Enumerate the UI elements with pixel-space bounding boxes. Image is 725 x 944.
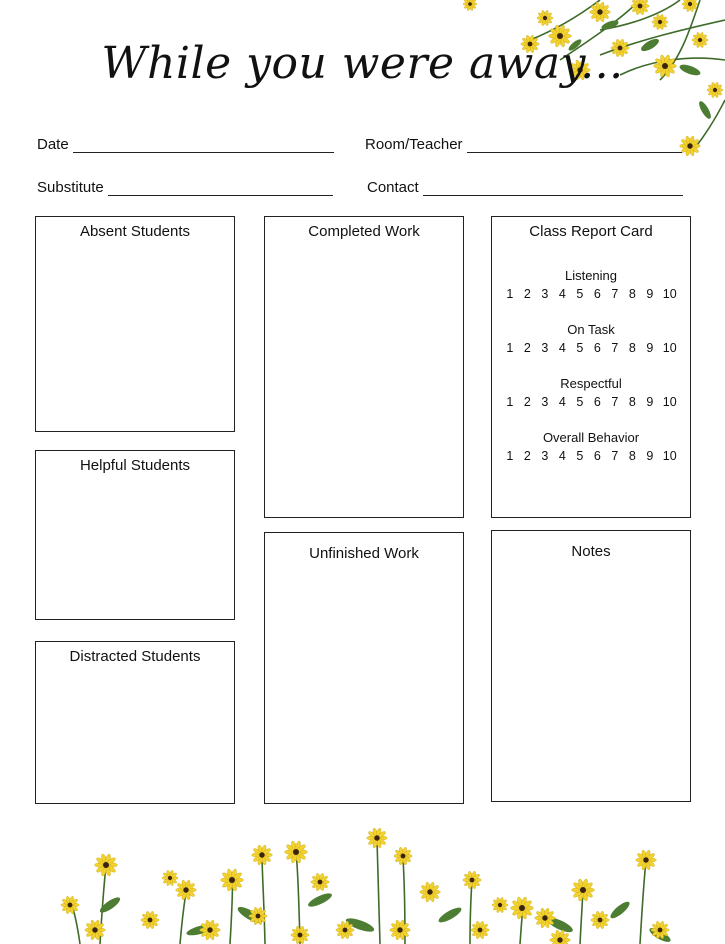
rating-option[interactable]: 1 xyxy=(506,341,514,355)
rating-option[interactable]: 8 xyxy=(628,449,636,463)
flower-blossom xyxy=(537,10,553,26)
rating-option[interactable]: 3 xyxy=(541,341,549,355)
notes-title: Notes xyxy=(571,543,611,560)
rating-option[interactable]: 2 xyxy=(523,287,531,301)
rating-option[interactable]: 6 xyxy=(593,341,601,355)
rating-option[interactable]: 4 xyxy=(558,287,566,301)
date-line xyxy=(73,138,334,153)
rating-option[interactable]: 8 xyxy=(628,341,636,355)
rating-option[interactable]: 2 xyxy=(523,449,531,463)
rating-option[interactable]: 8 xyxy=(628,395,636,409)
rating-scale xyxy=(492,395,690,409)
room-teacher-label: Room/Teacher xyxy=(365,136,463,153)
date-label: Date xyxy=(37,136,69,153)
unfinished-work-title: Unfinished Work xyxy=(309,545,419,562)
rating-option[interactable]: 7 xyxy=(611,395,619,409)
rating-option[interactable]: 8 xyxy=(628,287,636,301)
rating-scale xyxy=(492,449,690,463)
flower-blossom xyxy=(141,911,159,930)
helpful-students-title: Helpful Students xyxy=(79,457,191,474)
rating-option[interactable]: 10 xyxy=(662,341,677,355)
flower-blossom xyxy=(652,14,668,30)
completed-work-box[interactable] xyxy=(264,216,464,518)
rating-option[interactable]: 2 xyxy=(523,395,531,409)
flower-blossom xyxy=(463,0,477,11)
rating-option[interactable]: 9 xyxy=(646,449,654,463)
rating-option[interactable]: 5 xyxy=(576,341,584,355)
notes-box[interactable] xyxy=(491,530,691,802)
flower-blossom xyxy=(311,873,329,892)
report-card-categories xyxy=(492,268,690,463)
rating-scale xyxy=(492,341,690,355)
flower-blossom xyxy=(471,921,489,940)
date-field[interactable] xyxy=(37,136,334,153)
class-report-card-box xyxy=(491,216,691,518)
rating-option[interactable]: 2 xyxy=(523,341,531,355)
report-card-category-label: On Task xyxy=(567,322,615,337)
flower-blossom xyxy=(85,920,106,941)
flower-blossom xyxy=(162,870,178,886)
rating-option[interactable]: 9 xyxy=(646,341,654,355)
rating-option[interactable]: 5 xyxy=(576,395,584,409)
flower-blossom xyxy=(200,920,221,941)
rating-option[interactable]: 10 xyxy=(662,395,677,409)
flower-blossom xyxy=(390,920,411,941)
flower-blossom xyxy=(631,0,649,15)
rating-option[interactable]: 1 xyxy=(506,449,514,463)
contact-field[interactable] xyxy=(367,179,683,196)
unfinished-work-box[interactable] xyxy=(264,532,464,804)
flower-blossom xyxy=(61,896,79,915)
contact-line xyxy=(423,181,683,196)
absent-students-box[interactable] xyxy=(35,216,235,432)
flower-blossom xyxy=(420,882,441,903)
rating-option[interactable]: 7 xyxy=(611,341,619,355)
rating-option[interactable]: 3 xyxy=(541,449,549,463)
room-teacher-field[interactable] xyxy=(365,136,682,153)
report-card-category xyxy=(492,268,690,301)
rating-option[interactable]: 10 xyxy=(662,287,677,301)
substitute-label: Substitute xyxy=(37,179,104,196)
rating-option[interactable]: 7 xyxy=(611,449,619,463)
report-card-category-label: Overall Behavior xyxy=(542,430,640,445)
room-teacher-line xyxy=(467,138,682,153)
rating-option[interactable]: 6 xyxy=(593,449,601,463)
flower-blossom xyxy=(680,136,701,157)
rating-option[interactable]: 9 xyxy=(646,287,654,301)
rating-option[interactable]: 6 xyxy=(593,395,601,409)
rating-option[interactable]: 7 xyxy=(611,287,619,301)
rating-option[interactable]: 3 xyxy=(541,395,549,409)
helpful-students-box[interactable] xyxy=(35,450,235,620)
substitute-line xyxy=(108,181,333,196)
flower-blossom xyxy=(492,897,508,913)
rating-option[interactable]: 5 xyxy=(576,449,584,463)
flower-blossom xyxy=(682,0,698,12)
completed-work-title: Completed Work xyxy=(308,223,420,240)
rating-option[interactable]: 1 xyxy=(506,395,514,409)
rating-option[interactable]: 4 xyxy=(558,449,566,463)
rating-option[interactable]: 1 xyxy=(506,287,514,301)
rating-option[interactable]: 9 xyxy=(646,395,654,409)
page-title: While you were away... xyxy=(101,38,624,89)
report-card-category xyxy=(492,430,690,463)
distracted-students-box[interactable] xyxy=(35,641,235,804)
report-card-category xyxy=(492,322,690,355)
rating-option[interactable]: 4 xyxy=(558,395,566,409)
class-report-card-title: Class Report Card xyxy=(529,223,653,240)
flower-blossom xyxy=(591,911,609,930)
rating-option[interactable]: 4 xyxy=(558,341,566,355)
rating-option[interactable]: 6 xyxy=(593,287,601,301)
contact-label: Contact xyxy=(367,179,419,196)
rating-option[interactable]: 10 xyxy=(662,449,677,463)
rating-option[interactable]: 5 xyxy=(576,287,584,301)
report-card-category-label: Respectful xyxy=(560,376,622,391)
absent-students-title: Absent Students xyxy=(79,223,191,240)
rating-option[interactable]: 3 xyxy=(541,287,549,301)
report-card-category-label: Listening xyxy=(564,268,618,283)
rating-scale xyxy=(492,287,690,301)
distracted-students-title: Distracted Students xyxy=(69,648,201,665)
substitute-field[interactable] xyxy=(37,179,333,196)
report-card-category xyxy=(492,376,690,409)
